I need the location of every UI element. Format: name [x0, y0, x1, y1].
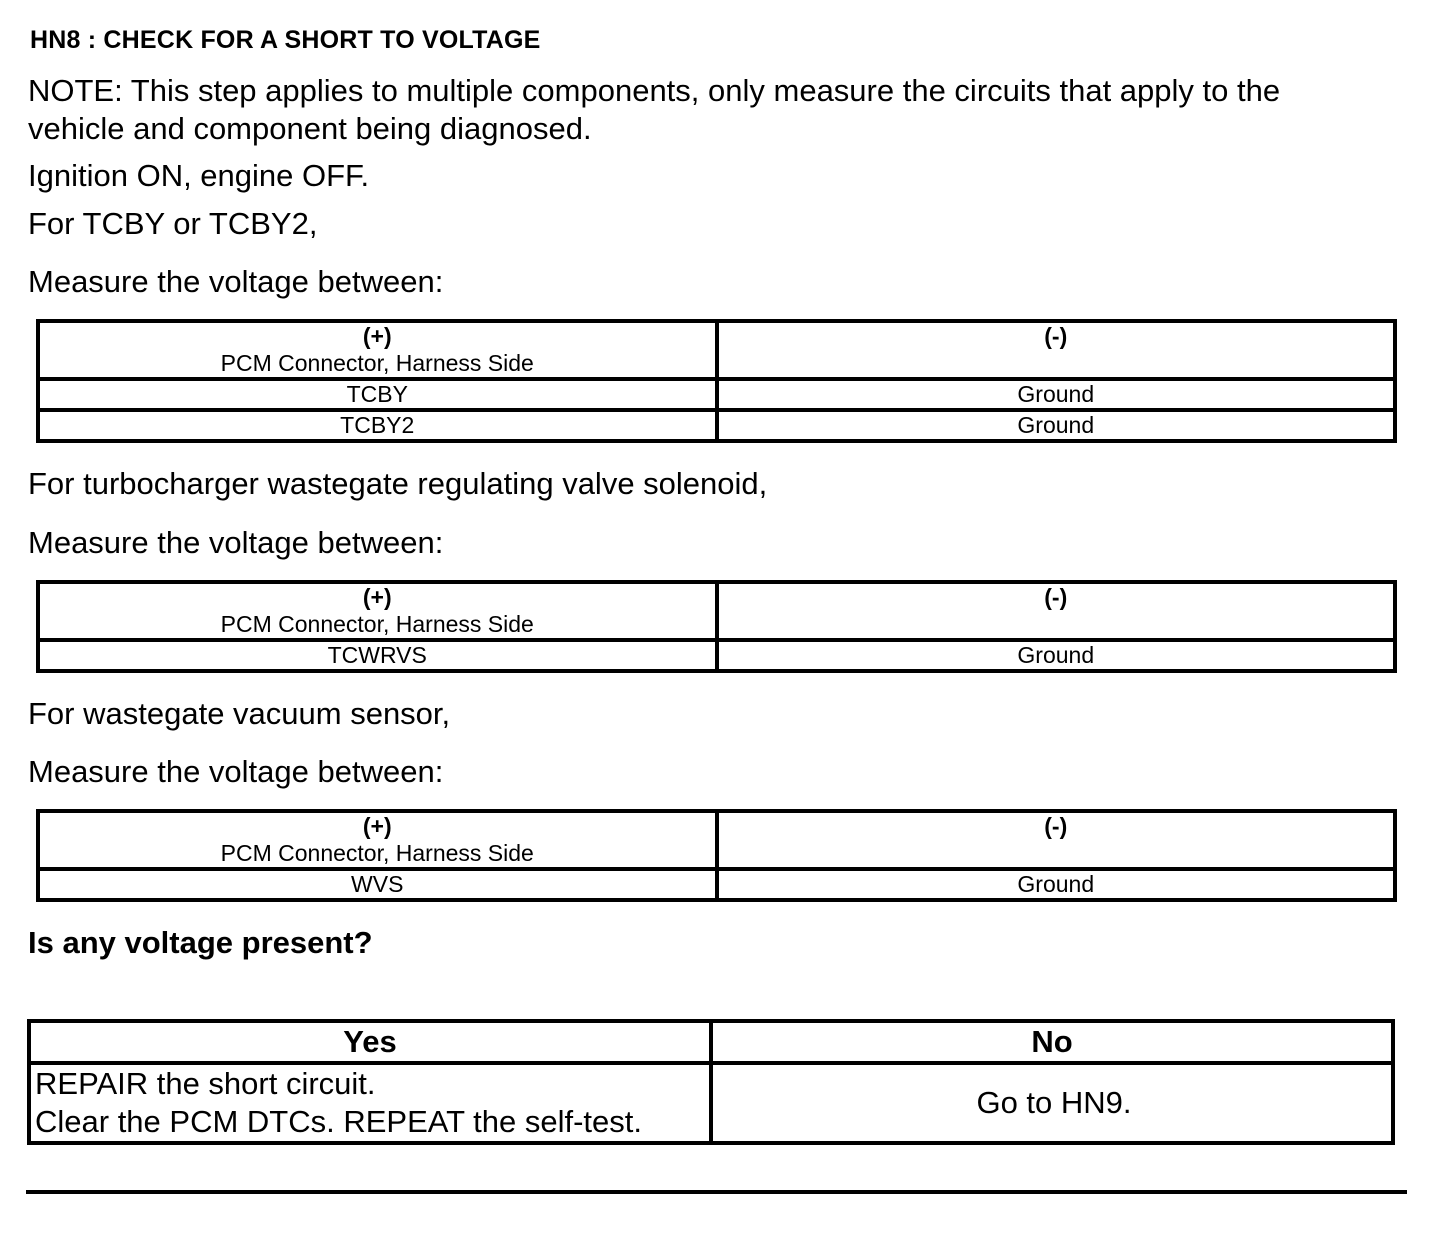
table-header-row — [38, 811, 1395, 869]
positive-symbol: (+) — [362, 584, 392, 610]
result-header-row — [29, 1021, 1393, 1063]
table-row — [38, 379, 1395, 410]
measure-instruction: Measure the voltage between: — [28, 754, 444, 789]
negative-cell: Ground — [717, 640, 1396, 671]
table-row — [38, 869, 1395, 900]
section-intro: For wastegate vacuum sensor, — [28, 696, 451, 731]
yes-line-2: Clear the PCM DTCs. REPEAT the self-test. — [35, 1104, 642, 1139]
table-row — [38, 410, 1395, 441]
positive-label: PCM Connector, Harness Side — [220, 840, 534, 866]
yes-cell — [29, 1063, 711, 1143]
negative-symbol: (-) — [1044, 584, 1068, 610]
negative-cell: Ground — [717, 410, 1396, 441]
question: Is any voltage present? — [28, 925, 373, 960]
table-header-row — [38, 321, 1395, 379]
positive-cell: TCBY2 — [38, 410, 717, 441]
section-intro: For TCBY or TCBY2, — [28, 206, 318, 241]
bottom-divider — [26, 1190, 1407, 1194]
negative-cell: Ground — [717, 379, 1396, 410]
positive-cell: WVS — [38, 869, 717, 900]
note-line-1: NOTE: This step applies to multiple components, only measure the circuits that apply to the — [28, 73, 1281, 108]
positive-label: PCM Connector, Harness Side — [220, 350, 534, 376]
yes-header: Yes — [29, 1021, 711, 1063]
positive-header-cell — [38, 582, 717, 640]
result-row — [29, 1063, 1393, 1143]
positive-cell: TCWRVS — [38, 640, 717, 671]
no-cell: Go to HN9. — [711, 1063, 1393, 1143]
negative-symbol: (-) — [1044, 323, 1068, 349]
table-row — [38, 640, 1395, 671]
negative-header-cell — [717, 321, 1396, 379]
table-header-row — [38, 582, 1395, 640]
measurement-table — [36, 580, 1397, 673]
positive-label: PCM Connector, Harness Side — [220, 611, 534, 637]
negative-cell: Ground — [717, 869, 1396, 900]
result-table — [27, 1019, 1395, 1145]
step-heading: HN8 : CHECK FOR A SHORT TO VOLTAGE — [30, 26, 541, 54]
measure-instruction: Measure the voltage between: — [28, 525, 444, 560]
ignition-instruction: Ignition ON, engine OFF. — [28, 158, 370, 193]
measure-instruction: Measure the voltage between: — [28, 264, 444, 299]
positive-cell: TCBY — [38, 379, 717, 410]
section-intro: For turbocharger wastegate regulating valve solenoid, — [28, 466, 768, 501]
negative-header-cell — [717, 582, 1396, 640]
positive-header-cell — [38, 811, 717, 869]
no-header: No — [711, 1021, 1393, 1063]
measurement-table — [36, 319, 1397, 443]
negative-symbol: (-) — [1044, 813, 1068, 839]
yes-line-1: REPAIR the short circuit. — [35, 1066, 376, 1101]
measurement-table — [36, 809, 1397, 902]
positive-symbol: (+) — [362, 813, 392, 839]
negative-header-cell — [717, 811, 1396, 869]
note-line-2: vehicle and component being diagnosed. — [28, 111, 592, 146]
positive-header-cell — [38, 321, 717, 379]
positive-symbol: (+) — [362, 323, 392, 349]
